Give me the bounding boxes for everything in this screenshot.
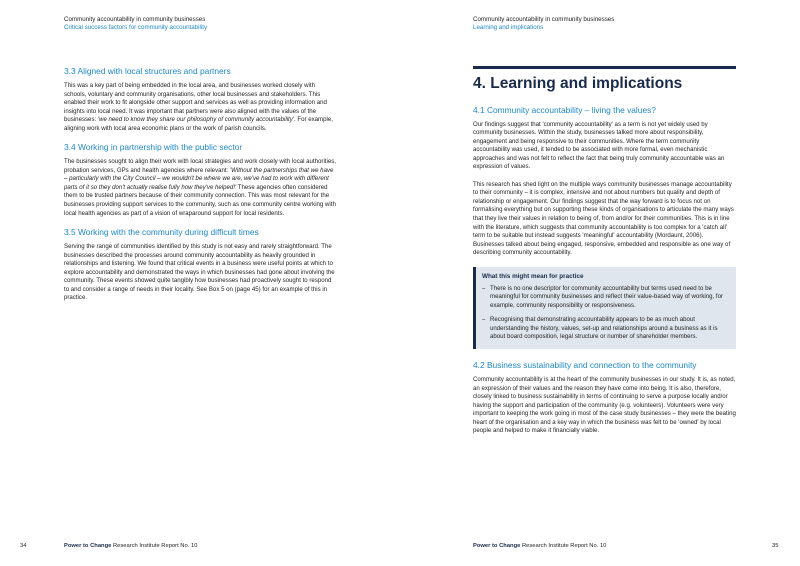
paragraph-quote: 'we need to know they share our philosophy of community accountability' — [97, 116, 294, 124]
section-heading-3-3: 3.3 Aligned with local structures and partners — [64, 66, 231, 76]
practice-box — [473, 267, 736, 349]
running-head-title: Community accountability in community businesses — [64, 16, 206, 23]
left-page-content — [64, 66, 336, 312]
paragraph-4-1-a: Our findings suggest that 'community accountability' as a term is not yet widely used by community businesses. Within the study, businesses talked more about responsibility, engagement and being responsive to their communities. Where the term community accountability was used, it tended to be associated with more formal, even mechanistic approaches and was not felt to reflect the fact that being truly community accountable was an expression of values. — [473, 120, 725, 171]
practice-bullet — [482, 316, 728, 342]
section-heading-4-1: 4.1 Community accountability – living the values? — [473, 104, 656, 115]
page-number-right: 35 — [772, 543, 779, 549]
right-page-content — [473, 66, 736, 445]
footer-left — [64, 542, 197, 550]
paragraph-3-4 — [64, 158, 336, 218]
paragraph-text: Serving the range of communities identified by this study is not easy and rarely straightforward. The businesses described the processes around community accountability as heavily grounded in relationships and listening. We found that critical events in a business were useful points at which to explore accountability and demonstrated the ways in which businesses had gone about involving the community. These events showed quite tangibly how businesses had proactively sought to respond to and consider a range of needs in their locality. See Box 5 on (page 45) for an example of this in practice. — [64, 243, 335, 302]
page-number-left: 34 — [20, 543, 27, 549]
dash-bullet-icon: – — [482, 316, 486, 324]
section-heading-3-5: 3.5 Working with the community during difficult times — [64, 227, 259, 238]
paragraph-quote: 'Without the partnerships that we have – particularly with the City Council – we wouldn't be where we are, we've had to work with different parts of it so they don't actually realise fully how they've helped!' — [64, 166, 334, 191]
running-head-right — [473, 16, 614, 32]
footer-right — [473, 542, 606, 550]
section-heading-3-4: 3.4 Working in partnership with the public sector — [64, 142, 243, 153]
right-page — [400, 0, 800, 566]
footer-report: Research Institute Report No. 10 — [111, 543, 198, 549]
chapter-title: 4. Learning and implications — [473, 74, 683, 92]
paragraph-3-3 — [64, 82, 336, 133]
paragraph-text: These agencies often considered them to be trusted partners because of their community connection. This was most relevant for the businesses providing support services to the community, such as one community centre working with local health agencies as part of a vision of wraparound support for local residents. — [64, 183, 336, 217]
footer-report: Research Institute Report No. 10 — [520, 543, 607, 549]
practice-bullet — [482, 285, 728, 311]
running-head-left — [64, 16, 207, 32]
practice-bullet-text: There is no one descriptor for community accountability but terms used need to be meaningful for community businesses and reflect their value-based way of working, for example, community responsibility or responsiveness. — [490, 284, 724, 309]
paragraph-4-1-b: This research has shed light on the multiple ways community businesses manage accountability to their community – it is complex, intensive and not about numbers but quality and depth of relationship or engagement. Our findings suggest that the way forward is to focus not on formalising everything but on supporting these kinds of organisations to articulate the many ways that they live their values in relation to being of, from and/or for their communities. This is in line with the literature, which suggests that community accountability is too complex for a 'catch all' term to be suitable but instead suggests 'meaningful' accountability (Mordaunt, 2006). Businesses talked about being engaged, responsive, embedded and responsible as one way of describing community accountability. — [473, 180, 734, 257]
dash-bullet-icon: – — [482, 284, 486, 292]
practice-bullet-text: Recognising that demonstrating accountability appears to be as much about understanding the history, values, set-up and relationships around a business as it is about board composition, legal structure or number of shareholder members. — [490, 316, 718, 341]
paragraph-text: This was a key part of being embedded in the local area, and businesses worked closely with schools, voluntary and community organisations, other local businesses and stakeholders. This enabled their work to fit alongside other support and services as well as providing information and insights into local need. It was important that partners were also aligned with the values of the businesses: — [64, 82, 327, 124]
footer-brand: Power to Change — [64, 543, 112, 549]
section-heading-4-2: 4.2 Business sustainability and connection to the community — [473, 359, 697, 370]
practice-box-heading: What this might mean for practice — [482, 272, 584, 280]
paragraph-text: The businesses sought to align their work with local strategies and work closely with local authorities, probation services, GPs and health agencies where relevant: — [64, 158, 336, 174]
running-head-section: Critical success factors for community accountability — [64, 24, 208, 31]
paragraph-4-2: Community accountability is at the heart of the community businesses in our study. It is, as noted, an expression of their values and the reason they have come into being. It is also, therefore, closely linked to business sustainability in terms of continuing to serve a purpose locally and/or having the support and participation of the community (e.g. volunteers). Volunteers were very important to keeping the work going in most of the case study businesses – they were the beating heart of the organisation and a key way in which the business was felt to be 'owned' by local people and helped to make it financially viable. — [473, 375, 736, 435]
paragraph-text: . For example, aligning work with local area economic plans or the work of parish councils. — [64, 116, 333, 132]
running-head-title: Community accountability in community businesses — [473, 16, 615, 23]
chapter-title-rule — [473, 66, 736, 69]
running-head-section: Learning and implications — [473, 24, 544, 31]
footer-brand: Power to Change — [473, 543, 521, 549]
paragraph-3-5 — [64, 243, 336, 303]
